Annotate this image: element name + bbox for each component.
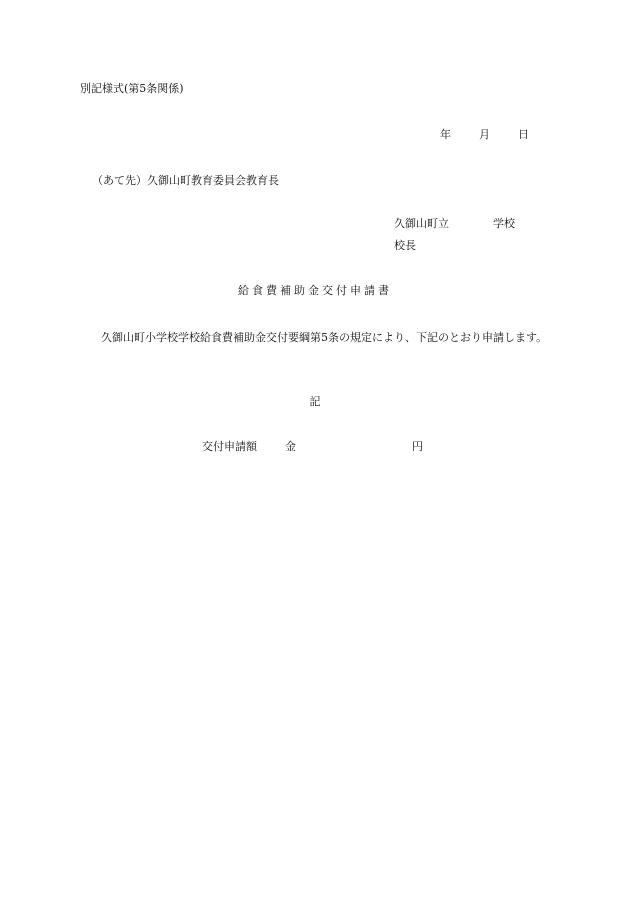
school-prefix: 久御山町立 [394, 217, 449, 230]
addressee: （あて先）久御山町教育委員会教育長 [92, 174, 279, 187]
form-reference: 別記様式(第5条関係) [80, 82, 184, 95]
record-heading: 記 [309, 395, 321, 408]
applicant-school [394, 218, 515, 229]
amount-unit: 円 [412, 440, 423, 453]
body-text: 久御山町小学校学校給食費補助金交付要綱第5条の規定により、下記のとおり申請します。 [101, 331, 548, 344]
day-label: 日 [518, 128, 529, 141]
school-suffix: 学校 [493, 217, 515, 230]
document-title: 給食費補助金交付申請書 [238, 284, 392, 297]
date-line [440, 129, 529, 140]
month-label: 月 [479, 128, 490, 141]
amount-prefix: 金 [285, 440, 296, 453]
principal-label: 校長 [394, 239, 416, 252]
year-label: 年 [440, 128, 451, 141]
amount-label: 交付申請額 [202, 440, 257, 453]
